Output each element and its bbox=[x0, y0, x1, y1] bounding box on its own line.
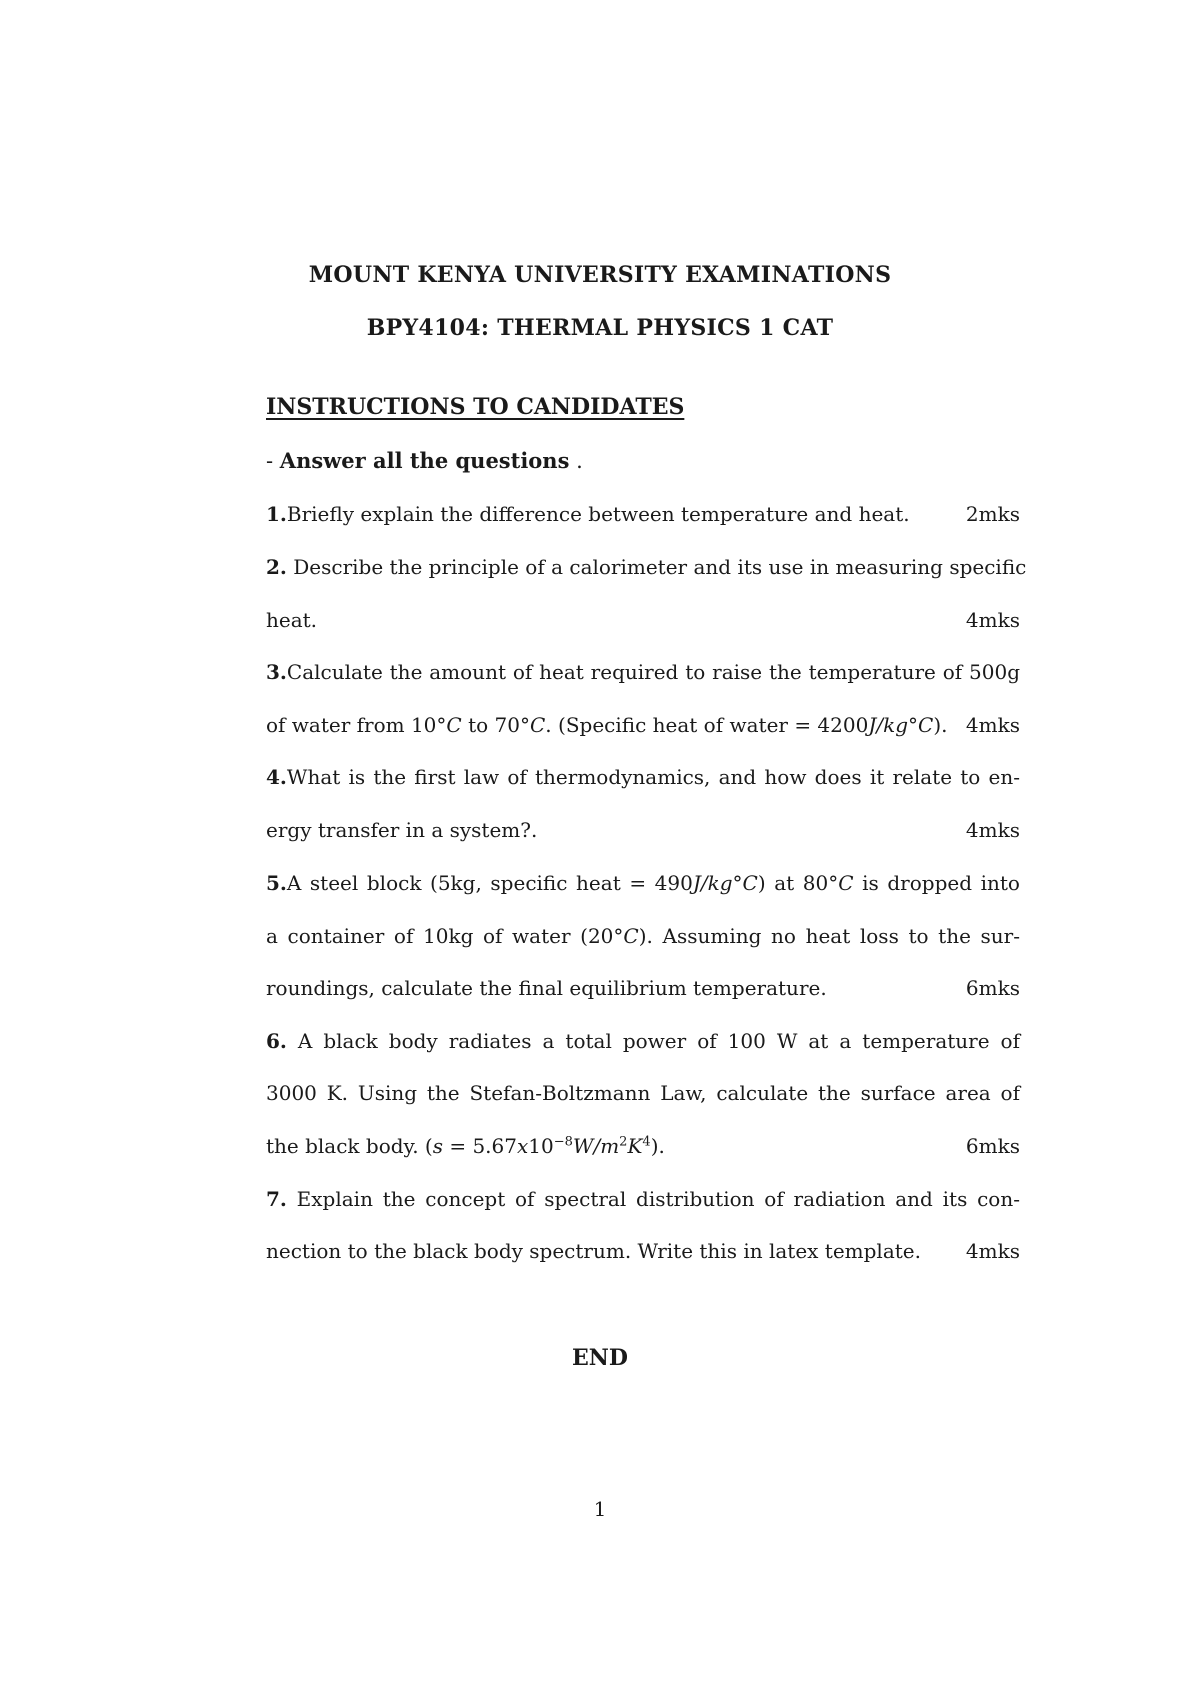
q3-text: ° bbox=[908, 713, 919, 737]
question-4-marks: 4mks bbox=[965, 818, 1020, 842]
question-3-marks: 4mks bbox=[965, 713, 1020, 737]
q5-unit: C bbox=[838, 871, 854, 895]
question-2-number: 2. bbox=[266, 555, 287, 579]
question-4-text-2: ergy transfer in a system?. bbox=[266, 818, 538, 842]
q5-text: roundings, calculate the final equilibrium temperature. bbox=[266, 976, 827, 1000]
q6-text: ). bbox=[650, 1134, 665, 1158]
question-7-line-1 bbox=[266, 1187, 1020, 1211]
instruction-tail: . bbox=[569, 449, 583, 473]
question-3-line-2 bbox=[266, 713, 1020, 737]
q5-text: is dropped into bbox=[853, 871, 1020, 895]
question-2-marks: 4mks bbox=[965, 608, 1020, 632]
question-2-text-2: heat. bbox=[266, 608, 318, 632]
question-6-number: 6. bbox=[266, 1029, 287, 1053]
q6-symbol: K bbox=[627, 1134, 643, 1158]
question-7-marks: 4mks bbox=[965, 1239, 1020, 1263]
q6-exponent: 4 bbox=[642, 1134, 651, 1150]
q7-text: Explain the concept of spectral distribution of radiation and its con- bbox=[286, 1187, 1020, 1211]
q3-text: to 70° bbox=[461, 713, 530, 737]
question-5-marks: 6mks bbox=[965, 976, 1020, 1000]
instruction-dash: - bbox=[266, 449, 280, 473]
question-2-line-2 bbox=[266, 608, 1020, 632]
question-4-line-2 bbox=[266, 818, 1020, 842]
q3-unit: J/kg bbox=[868, 713, 909, 737]
q6-text: 10 bbox=[528, 1134, 554, 1158]
question-5-line-2 bbox=[266, 924, 1020, 948]
q6-text: the black body. ( bbox=[266, 1134, 433, 1158]
question-1-marks: 2mks bbox=[965, 502, 1020, 526]
q6-symbol: s bbox=[432, 1134, 443, 1158]
q7-text: nection to the black body spectrum. Write this in latex template. bbox=[266, 1239, 921, 1263]
q5-unit: J/kg bbox=[692, 871, 733, 895]
q5-unit: C bbox=[623, 924, 639, 948]
q5-text: ). Assuming no heat loss to the sur- bbox=[638, 924, 1020, 948]
q6-symbol: x bbox=[517, 1134, 529, 1158]
question-4-number: 4. bbox=[266, 765, 287, 789]
question-6-line-2 bbox=[266, 1081, 1020, 1105]
q6-text: = 5.67 bbox=[442, 1134, 517, 1158]
q5-text: A steel block (5kg, specific heat = 490 bbox=[286, 871, 693, 895]
question-4-text-1: What is the first law of thermodynamics, and how does it relate to en- bbox=[286, 765, 1020, 789]
question-1-text: Briefly explain the difference between temperature and heat. bbox=[286, 502, 910, 526]
q5-text: ° bbox=[732, 871, 743, 895]
question-1 bbox=[266, 502, 1020, 526]
q6-text: A black body radiates a total power of 100 W at a temperature of bbox=[286, 1029, 1020, 1053]
question-1-number: 1. bbox=[266, 502, 287, 526]
q3-text: of water from 10° bbox=[266, 713, 447, 737]
q5-unit: C bbox=[742, 871, 758, 895]
q6-exponent: −8 bbox=[553, 1134, 573, 1150]
question-5-line-3 bbox=[266, 976, 1020, 1000]
question-3-number: 3. bbox=[266, 660, 287, 684]
q3-text: ). bbox=[933, 713, 948, 737]
q6-text: 3000 K. Using the Stefan-Boltzmann Law, calculate the surface area of bbox=[266, 1081, 1020, 1105]
q5-text: ) at 80° bbox=[757, 871, 839, 895]
question-7-number: 7. bbox=[266, 1187, 287, 1211]
question-5-number: 5. bbox=[266, 871, 287, 895]
question-2-text-1: Describe the principle of a calorimeter and its use in measuring specific bbox=[286, 555, 1027, 579]
question-6-marks: 6mks bbox=[965, 1134, 1020, 1158]
question-6-line-3 bbox=[266, 1134, 1020, 1158]
end-marker: END bbox=[572, 1345, 628, 1371]
instruction-text: Answer all the questions bbox=[279, 448, 570, 473]
q5-text: a container of 10kg of water (20° bbox=[266, 924, 624, 948]
question-2-line-1 bbox=[266, 555, 1027, 579]
q3-unit: C bbox=[446, 713, 462, 737]
page-number: 1 bbox=[593, 1497, 607, 1521]
q3-unit: C bbox=[918, 713, 934, 737]
q6-exponent: 2 bbox=[619, 1134, 628, 1150]
instruction-line bbox=[266, 448, 583, 473]
question-7-line-2 bbox=[266, 1239, 1020, 1263]
question-5-line-1 bbox=[266, 871, 1020, 895]
q3-text: . (Specific heat of water = 4200 bbox=[545, 713, 869, 737]
course-title: BPY4104: THERMAL PHYSICS 1 CAT bbox=[366, 315, 834, 341]
question-3-text-1: Calculate the amount of heat required to raise the temperature of 500g bbox=[286, 660, 1020, 684]
q6-symbol: W/m bbox=[572, 1134, 620, 1158]
instructions-heading: INSTRUCTIONS TO CANDIDATES bbox=[266, 394, 685, 420]
question-4-line-1 bbox=[266, 765, 1020, 789]
q3-unit: C bbox=[529, 713, 546, 737]
question-3-line-1 bbox=[266, 660, 1020, 684]
university-title: MOUNT KENYA UNIVERSITY EXAMINATIONS bbox=[308, 262, 892, 288]
question-6-line-1 bbox=[266, 1029, 1020, 1053]
